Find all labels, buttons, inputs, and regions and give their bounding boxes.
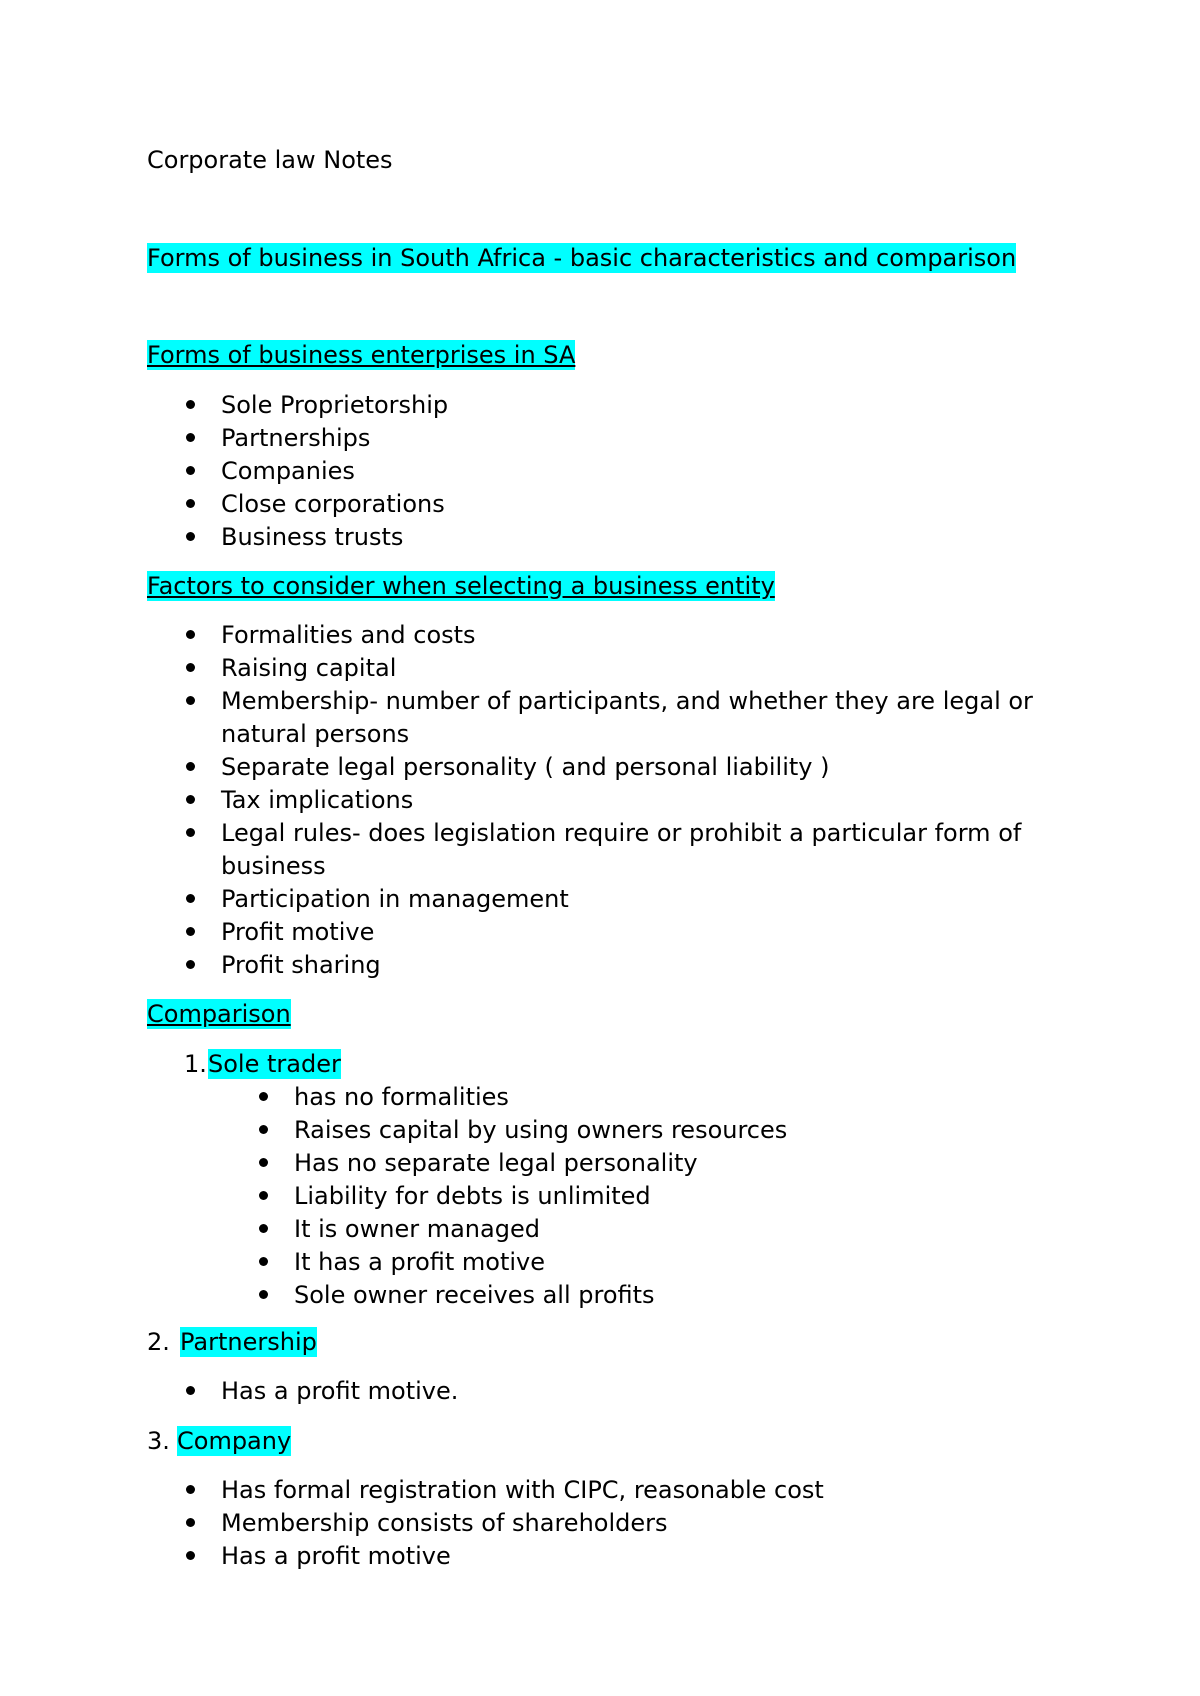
list-item: It has a profit motive xyxy=(294,1248,546,1276)
bullet-icon xyxy=(186,696,195,705)
list-item: Companies xyxy=(221,457,355,485)
list-item: Liability for debts is unlimited xyxy=(294,1182,651,1210)
section-heading-forms: Forms of business enterprises in SA xyxy=(147,341,576,369)
document-title: Corporate law Notes xyxy=(147,146,393,174)
bullet-icon xyxy=(259,1224,268,1233)
bullet-icon xyxy=(259,1257,268,1266)
bullet-icon xyxy=(186,960,195,969)
bullet-icon xyxy=(186,499,195,508)
section-heading-comparison: Comparison xyxy=(147,1000,291,1028)
list-item: Membership consists of shareholders xyxy=(221,1509,668,1537)
list-item: Participation in management xyxy=(221,885,569,913)
subheading-partnership: Partnership xyxy=(180,1328,317,1356)
list-item: It is owner managed xyxy=(294,1215,540,1243)
list-item: Profit motive xyxy=(221,918,375,946)
bullet-icon xyxy=(259,1158,268,1167)
list-item: Raises capital by using owners resources xyxy=(294,1116,788,1144)
bullet-icon xyxy=(186,1386,195,1395)
section-heading-factors: Factors to consider when selecting a business entity xyxy=(147,572,775,600)
bullet-icon xyxy=(186,927,195,936)
list-item: Partnerships xyxy=(221,424,371,452)
bullet-icon xyxy=(259,1290,268,1299)
bullet-icon xyxy=(186,630,195,639)
list-item: Raising capital xyxy=(221,654,397,682)
list-item: Legal rules- does legislation require or prohibit a particular form of xyxy=(221,819,1022,847)
list-item: Tax implications xyxy=(221,786,414,814)
list-item: Membership- number of participants, and whether they are legal or xyxy=(221,687,1033,715)
bullet-icon xyxy=(186,466,195,475)
bullet-icon xyxy=(259,1092,268,1101)
list-item: Formalities and costs xyxy=(221,621,476,649)
list-item: Separate legal personality ( and personal liability ) xyxy=(221,753,830,781)
list-item: Sole owner receives all profits xyxy=(294,1281,655,1309)
bullet-icon xyxy=(186,400,195,409)
list-item: has no formalities xyxy=(294,1083,509,1111)
bullet-icon xyxy=(186,894,195,903)
bullet-icon xyxy=(186,663,195,672)
list-item: Has no separate legal personality xyxy=(294,1149,698,1177)
list-item-continuation: business xyxy=(221,852,326,880)
bullet-icon xyxy=(186,828,195,837)
bullet-icon xyxy=(259,1191,268,1200)
bullet-icon xyxy=(186,532,195,541)
bullet-icon xyxy=(259,1125,268,1134)
list-item: Sole Proprietorship xyxy=(221,391,449,419)
bullet-icon xyxy=(186,795,195,804)
bullet-icon xyxy=(186,762,195,771)
list-item: Profit sharing xyxy=(221,951,381,979)
list-item: Has formal registration with CIPC, reasonable cost xyxy=(221,1476,824,1504)
list-item: Close corporations xyxy=(221,490,445,518)
bullet-icon xyxy=(186,1551,195,1560)
bullet-icon xyxy=(186,1518,195,1527)
list-item: Has a profit motive xyxy=(221,1542,451,1570)
list-item-continuation: natural persons xyxy=(221,720,410,748)
list-item: Business trusts xyxy=(221,523,404,551)
bullet-icon xyxy=(186,1485,195,1494)
bullet-icon xyxy=(186,433,195,442)
list-number: 3. xyxy=(147,1427,170,1455)
list-item: Has a profit motive. xyxy=(221,1377,459,1405)
list-number: 1. xyxy=(184,1050,207,1078)
list-number: 2. xyxy=(147,1328,170,1356)
subheading-company: Company xyxy=(177,1427,292,1455)
main-heading: Forms of business in South Africa - basic characteristics and comparison xyxy=(147,244,1017,272)
subheading-sole-trader: Sole trader xyxy=(208,1050,341,1078)
